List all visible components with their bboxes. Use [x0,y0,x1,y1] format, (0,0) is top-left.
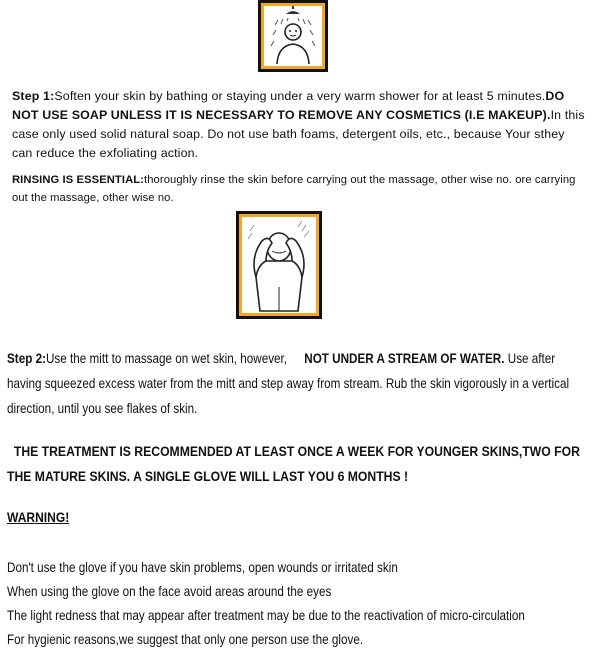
step2-warning: NOT UNDER A STREAM OF WATER. [304,351,505,366]
warning-item: For hygienic reasons,we suggest that only one person use the glove. [7,632,364,647]
rinsing-text: thoroughly rinse the skin before carrying out the massage, other wise no. ore carrying out the massage, other wise no. [12,174,576,204]
step1-label: Step 1: [12,89,55,103]
rinsing-paragraph [12,171,586,207]
massage-illustration [236,211,322,319]
shower-person-icon [264,6,322,66]
warning-list [7,556,592,652]
step2-text: Use the mitt to massage on wet skin, however, [45,351,288,366]
step2-note: Use after having squeezed excess water from the mitt and step away from stream. Rub the skin vigorously in a vertical direction, until you see flakes of skin. [7,351,570,416]
warning-heading: WARNING! [7,509,70,525]
step2-label: Step 2: [7,351,46,366]
recommendation-text: THE TREATMENT IS RECOMMENDED AT LEAST ONCE A WEEK FOR YOUNGER SKINS,TWO FOR THE MATURE SKINS. A SINGLE GLOVE WILL LAST YOU 6 MONTHS ! [7,444,580,485]
rinsing-label: RINSING IS ESSENTIAL: [12,174,145,186]
step1-warning: DO NOT USE SOAP UNLESS IT IS NECESSARY TO REMOVE ANY COSMETICS (I.E MAKEUP). [12,89,565,122]
warning-item: When using the glove on the face avoid areas around the eyes [7,584,332,599]
step1-text: Soften your skin by bathing or staying under a very warm shower for at least 5 minutes. [54,89,546,103]
warning-item: Don't use the glove if you have skin problems, open wounds or irritated skin [7,560,398,575]
warning-item: The light redness that may appear after treatment may be due to the reactivation of micro-circulation [7,608,525,623]
step1-note: In this case only used solid natural soap. Do not use bath foams, detergent oils, etc., because Your sthey can reduce the exfoliating action. [12,108,585,160]
step1-paragraph [12,87,586,163]
step2-paragraph [7,346,583,421]
massage-face-icon [242,217,316,313]
shower-illustration [258,0,328,72]
